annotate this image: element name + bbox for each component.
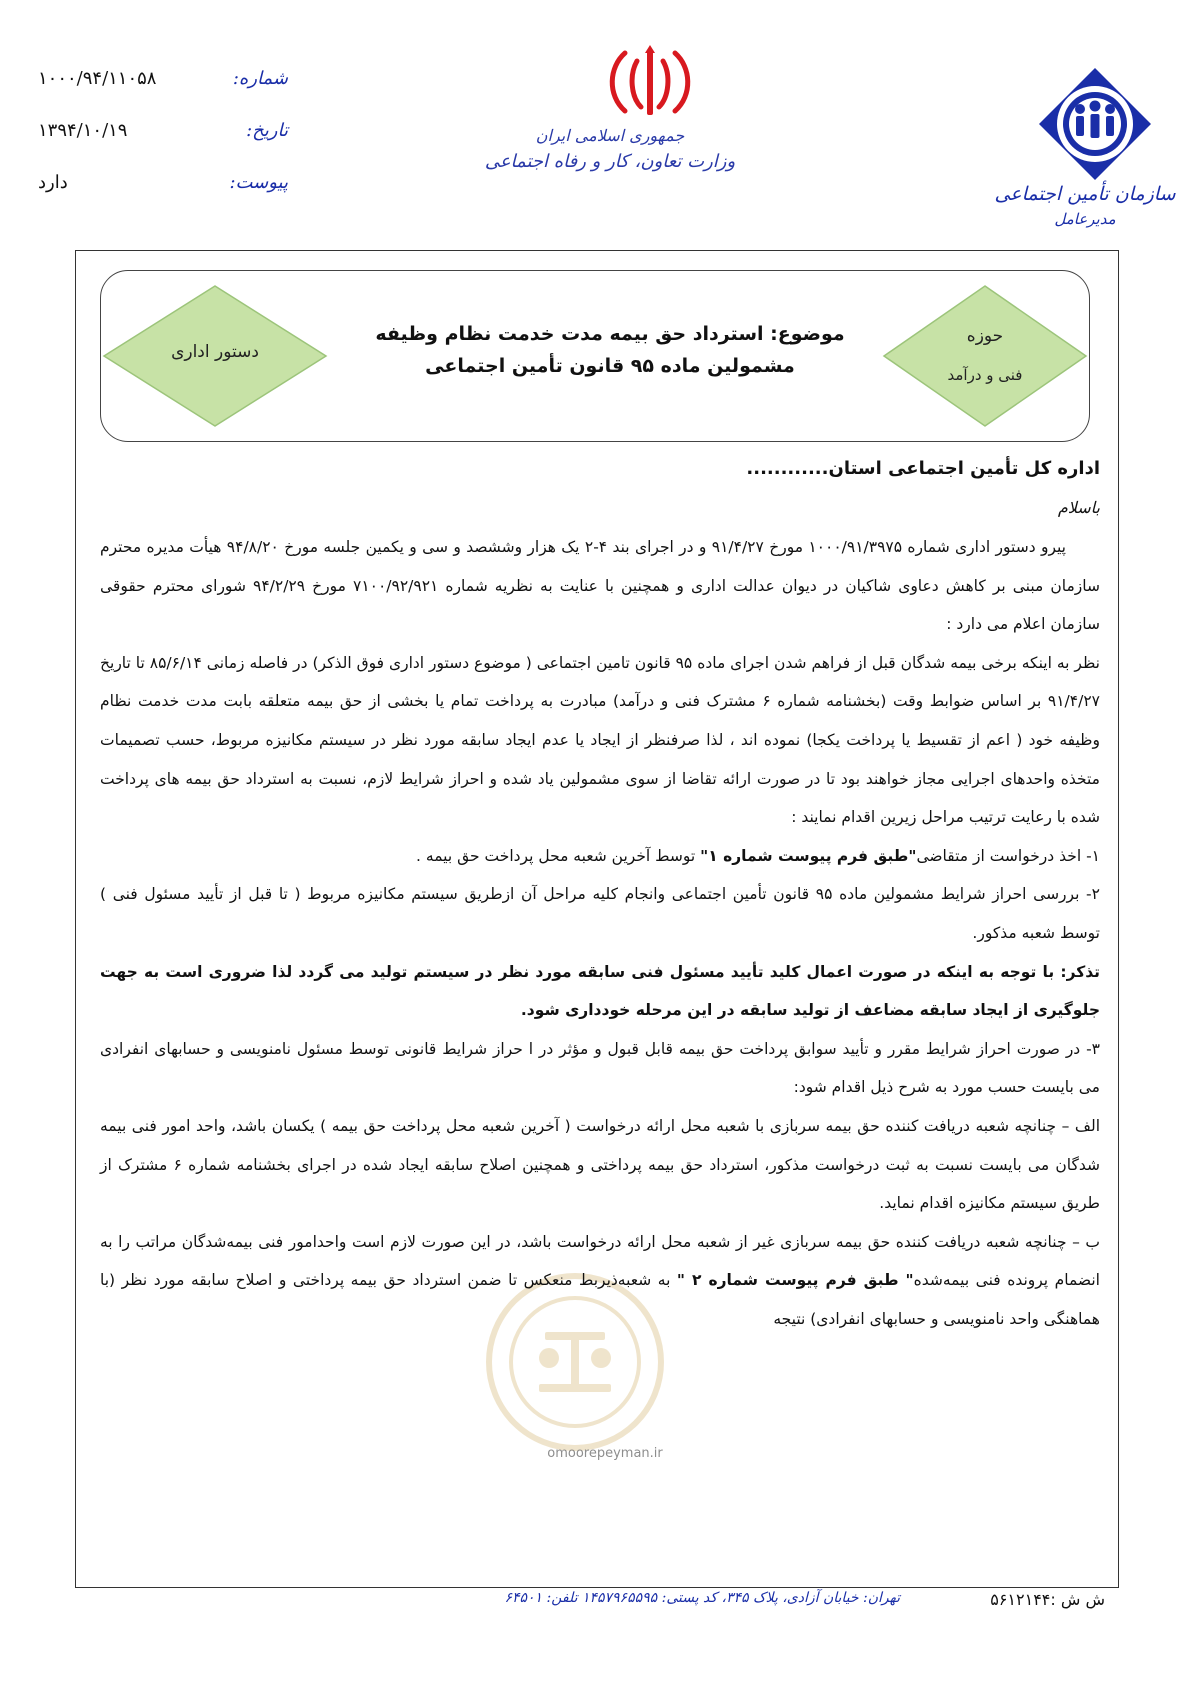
footer-code: ش ش :۵۶۱۲۱۴۴ <box>990 1590 1105 1609</box>
letter-date-label: تاریخ: <box>246 120 288 141</box>
letter-number-row <box>38 68 288 98</box>
addressee: اداره کل تأمین اجتماعی استان............ <box>746 458 1100 479</box>
directive-type-label: دستور اداری <box>171 342 259 362</box>
letter-body <box>100 452 1100 1338</box>
list-item-b-pre: ب – چنانچه شعبه دریافت کننده حق بیمه سربازی غیر از شعبه محل ارائه درخواست باشد، در این صورت لازم است واحدامور فنی بیمه‌شدگان مراتب را به انضمام پرونده فنی بیمه‌شده <box>100 1232 1100 1290</box>
organization-title: سازمان تأمین اجتماعی <box>994 183 1176 205</box>
social-security-logo-icon <box>1035 64 1155 184</box>
list-item-1-form-ref: "طبق فرم پیوست شماره ۱" <box>700 846 917 865</box>
watermark-text: omoorepeyman.ir <box>547 1446 663 1461</box>
list-item-a: الف – چنانچه شعبه دریافت کننده حق بیمه سربازی با شعبه محل ارائه درخواست ( آخرین شعبه محل پرداخت حق بیمه ) یکسان باشد، واحد امور فنی بیمه شدگان می بایست نسبت به ثبت درخواست مذکور، استرداد حق بیمه پرداختی و همچنین اصلاح سابقه ایجاد شده در اجرای بخشنامه شماره ۶ مشترک از طریق سیستم مکانیزه اقدام نماید. <box>100 1116 1100 1213</box>
diamond-shape-icon <box>880 282 1090 430</box>
list-item-1 <box>100 837 1100 876</box>
directive-type-diamond <box>100 282 330 430</box>
paragraph-context: نظر به اینکه برخی بیمه شدگان قبل از فراهم شدن اجرای ماده ۹۵ قانون تامین اجتماعی ( موضوع دستور اداری فوق الذکر) در فاصله زمانی ۸۵/۶/۱۴ تا تاریخ ۹۱/۴/۲۷ بر اساس ضوابط وقت (بخشنامه شماره ۶ مشترک فنی و درآمد) مبادرت به پرداخت تمام یا بخشی از حق بیمه متعلقه بابت مدت خدمت نظام وظیفه خود ( اعم از تقسیط یا پرداخت یکجا) نموده اند ، لذا صرفنظر از ایجاد یا عدم ایجاد سابقه مورد نظر در سیستم مکانیزه مربوط، حسب تصمیمات متخذه واحدهای اجرایی مجاز خواهند بود تا در صورت ارائه تقاضا از سوی مشمولین یاد شده و احراز شرایط لازم، نسبت به استرداد حق بیمه های پرداخت شده با رعایت ترتیب مراحل زیرین اقدام نمایند : <box>100 653 1100 827</box>
ministry-line-republic: جمهوری اسلامی ایران <box>535 126 685 145</box>
letter-attachment-value: دارد <box>38 172 68 193</box>
department-sublabel: فنی و درآمد <box>947 366 1023 384</box>
organization-signatory: مدیرعامل <box>1054 210 1116 228</box>
paragraph-preamble: پیرو دستور اداری شماره ۱۰۰۰/۹۱/۳۹۷۵ مورخ ۹۱/۴/۲۷ و در اجرای بند ۴-۲ یک هزار وششصد و سی و یکمین جلسه مورخ ۹۴/۸/۲۰ هیأت مدیره محترم سازمان مبنی بر کاهش دعاوی شاکیان در دیوان عدالت اداری و همچنین با عنایت به نظریه شماره ۷۱۰۰/۹۲/۹۲۱ مورخ ۹۴/۲/۲۹ شورای محترم حقوقی سازمان اعلام می دارد : <box>100 538 1101 634</box>
list-item-b-form-ref: " طبق فرم پیوست شماره ۲ " <box>676 1271 914 1290</box>
letter-meta <box>38 68 288 218</box>
iran-emblem-icon <box>595 45 705 125</box>
department-label: حوزه <box>966 326 1004 346</box>
list-item-3: ۳- در صورت احراز شرایط مقرر و تأیید سوابق پرداخت حق بیمه قابل قبول و مؤثر در ا حراز شرایط قانونی توسط مسئول نامنویسی و حسابهای انفرادی می بایست حسب مورد به شرح ذیل اقدام شود: <box>100 1039 1100 1097</box>
ministry-title <box>455 125 765 177</box>
subject-title <box>360 318 860 382</box>
letter-date-row <box>38 120 288 150</box>
list-item-2: ۲- بررسی احراز شرایط مشمولین ماده ۹۵ قانون تأمین اجتماعی وانجام کلیه مراحل آن ازطریق سیستم مکانیزه مربوط ( تا قبل از تأیید مسئول فنی ) توسط شعبه مذکور. <box>100 885 1100 942</box>
ministry-line-name: وزارت تعاون، کار و رفاه اجتماعی <box>484 151 736 172</box>
letter-attachment-label: پیوست: <box>229 172 288 193</box>
list-item-b-post: به شعبه‌ذیربط منعکس تا ضمن استرداد حق بیمه پرداختی و اصلاح سابقه مورد نظر (با هماهنگی واحد نامنویسی و حسابهای انفرادی) نتیجه <box>100 1271 1100 1328</box>
footer-address: تهران: خیابان آزادی، پلاک ۳۴۵، کد پستی: ۱۴۵۷۹۶۵۵۹۵ تلفن: ۶۴۵۰۱ <box>504 1590 900 1606</box>
list-item-1-pre: ۱- اخذ درخواست از متقاضی <box>916 846 1100 865</box>
department-diamond <box>880 282 1090 430</box>
organization-name <box>990 180 1180 230</box>
list-item-b <box>100 1223 1100 1339</box>
salutation: باسلام <box>1057 498 1100 517</box>
note-warning: تذکر: با توجه به اینکه در صورت اعمال کلید تأیید مسئول فنی سابقه مورد نظر در سیستم تولید می گردد لذا ضروری است به جهت جلوگیری از ایجاد سابقه مضاعف از تولید سابقه در این مرحله خودداری شود. <box>100 962 1100 1020</box>
subject-line-2: مشمولین ماده ۹۵ قانون تأمین اجتماعی <box>425 355 795 377</box>
letter-date-value: ۱۳۹۴/۱۰/۱۹ <box>38 120 128 141</box>
list-item-1-post: توسط آخرین شعبه محل پرداخت حق بیمه . <box>416 846 701 865</box>
subject-line-1: موضوع: استرداد حق بیمه مدت خدمت نظام وظیفه <box>375 323 845 345</box>
letter-number-label: شماره: <box>232 68 288 89</box>
letter-number-value: ۱۰۰۰/۹۴/۱۱۰۵۸ <box>38 68 157 89</box>
letter-attachment-row <box>38 172 288 202</box>
